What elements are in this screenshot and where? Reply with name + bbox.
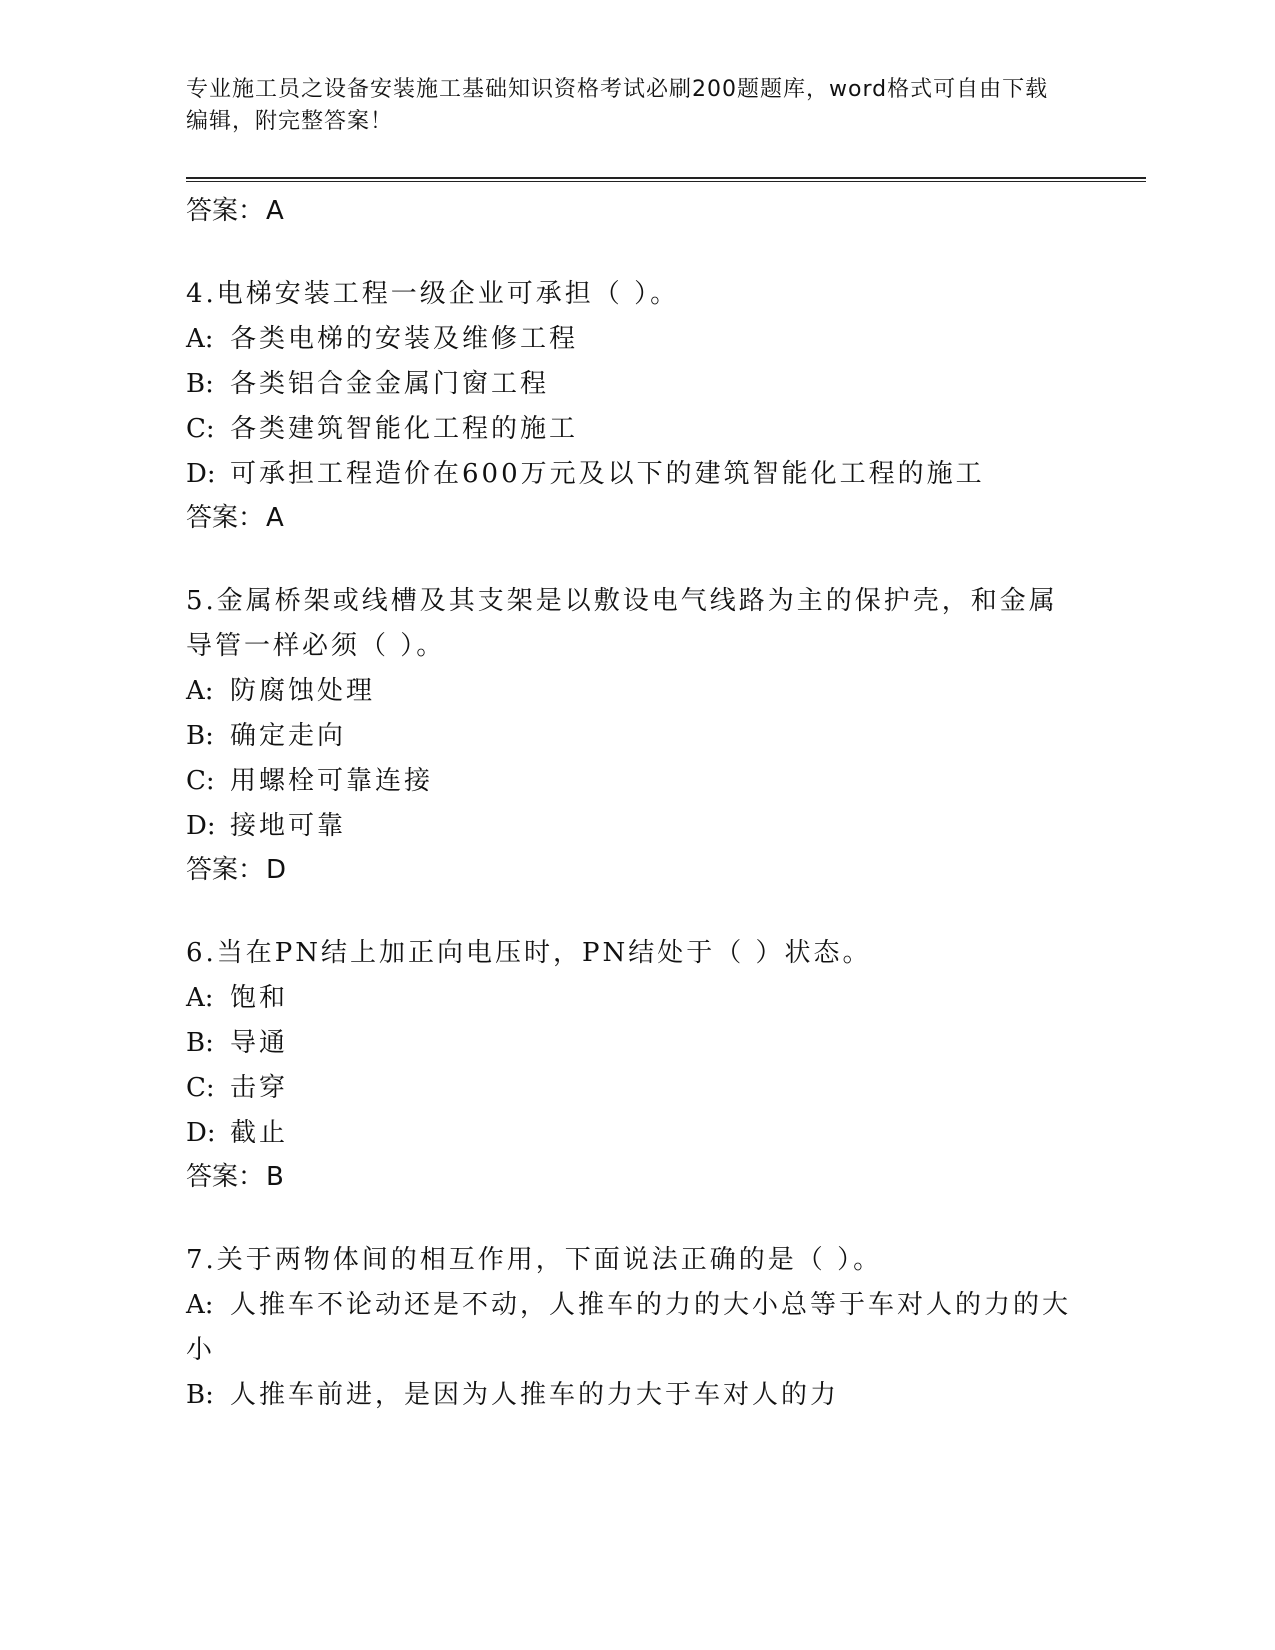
option-text: 人推车不论动还是不动，人推车的力的大小总等于车对人的力的大小 xyxy=(186,1290,1072,1365)
question-list xyxy=(186,190,1076,1418)
option-b xyxy=(186,362,1076,407)
option-b xyxy=(186,1373,1076,1418)
answer-label: 答案： xyxy=(186,855,265,885)
header-divider-thin xyxy=(186,181,1146,182)
answer-value: B xyxy=(266,1162,284,1192)
header-divider xyxy=(186,177,1146,179)
option-key: D: xyxy=(186,1118,216,1148)
answer-label: 答案： xyxy=(186,1162,265,1192)
option-text: 人推车前进，是因为人推车的力大于车对人的力 xyxy=(230,1380,840,1410)
option-key: A: xyxy=(186,1290,214,1320)
question-item xyxy=(186,579,1076,887)
option-d xyxy=(186,452,1076,497)
option-c xyxy=(186,1066,1076,1111)
option-key: B: xyxy=(186,1380,214,1410)
answer-value: A xyxy=(266,503,284,533)
option-key: C: xyxy=(186,414,215,444)
option-a xyxy=(186,976,1076,1021)
option-key: A: xyxy=(186,676,214,706)
question-text: 4.电梯安装工程一级企业可承担（ ）。 xyxy=(186,279,680,309)
option-text: 用螺栓可靠连接 xyxy=(230,766,434,796)
question-item xyxy=(186,931,1076,1194)
answer-line xyxy=(186,853,1076,887)
option-text: 防腐蚀处理 xyxy=(230,676,376,706)
question-item xyxy=(186,272,1076,535)
question-item xyxy=(186,1238,1076,1418)
option-text: 各类铝合金金属门窗工程 xyxy=(230,369,550,399)
option-text: 接地可靠 xyxy=(230,811,347,841)
option-key: B: xyxy=(186,1028,214,1058)
option-text: 各类电梯的安装及维修工程 xyxy=(230,324,579,354)
answer-value: A xyxy=(266,196,284,226)
option-text: 饱和 xyxy=(230,983,289,1013)
option-key: B: xyxy=(186,721,214,751)
option-key: C: xyxy=(186,1073,215,1103)
option-key: A: xyxy=(186,983,214,1013)
option-key: C: xyxy=(186,766,215,796)
option-text: 可承担工程造价在600万元及以下的建筑智能化工程的施工 xyxy=(230,459,985,489)
question-text: 5.金属桥架或线槽及其支架是以敷设电气线路为主的保护壳，和金属导管一样必须（ ）。 xyxy=(186,586,1058,661)
option-text: 确定走向 xyxy=(230,721,347,751)
document-header: 专业施工员之设备安装施工基础知识资格考试必刷200题题库，word格式可自由下载编辑，附完整答案！ xyxy=(186,77,1049,134)
option-text: 各类建筑智能化工程的施工 xyxy=(230,414,579,444)
option-key: D: xyxy=(186,811,216,841)
option-b xyxy=(186,1021,1076,1066)
option-key: A: xyxy=(186,324,214,354)
option-text: 击穿 xyxy=(230,1073,289,1103)
answer-line xyxy=(186,194,1076,228)
option-key: B: xyxy=(186,369,214,399)
answer-line xyxy=(186,1160,1076,1194)
option-a xyxy=(186,317,1076,362)
option-c xyxy=(186,759,1076,804)
option-text: 导通 xyxy=(230,1028,289,1058)
option-a xyxy=(186,1283,1076,1373)
answer-label: 答案： xyxy=(186,196,265,226)
option-a xyxy=(186,669,1076,714)
option-c xyxy=(186,407,1076,452)
option-key: D: xyxy=(186,459,216,489)
option-d xyxy=(186,804,1076,849)
answer-label: 答案： xyxy=(186,503,265,533)
question-text: 7.关于两物体间的相互作用，下面说法正确的是（ ）。 xyxy=(186,1245,883,1275)
option-text: 截止 xyxy=(230,1118,289,1148)
option-b xyxy=(186,714,1076,759)
answer-line xyxy=(186,501,1076,535)
question-text: 6.当在PN结上加正向电压时，PN结处于（ ）状态。 xyxy=(186,938,872,968)
answer-value: D xyxy=(266,855,287,885)
option-d xyxy=(186,1111,1076,1156)
